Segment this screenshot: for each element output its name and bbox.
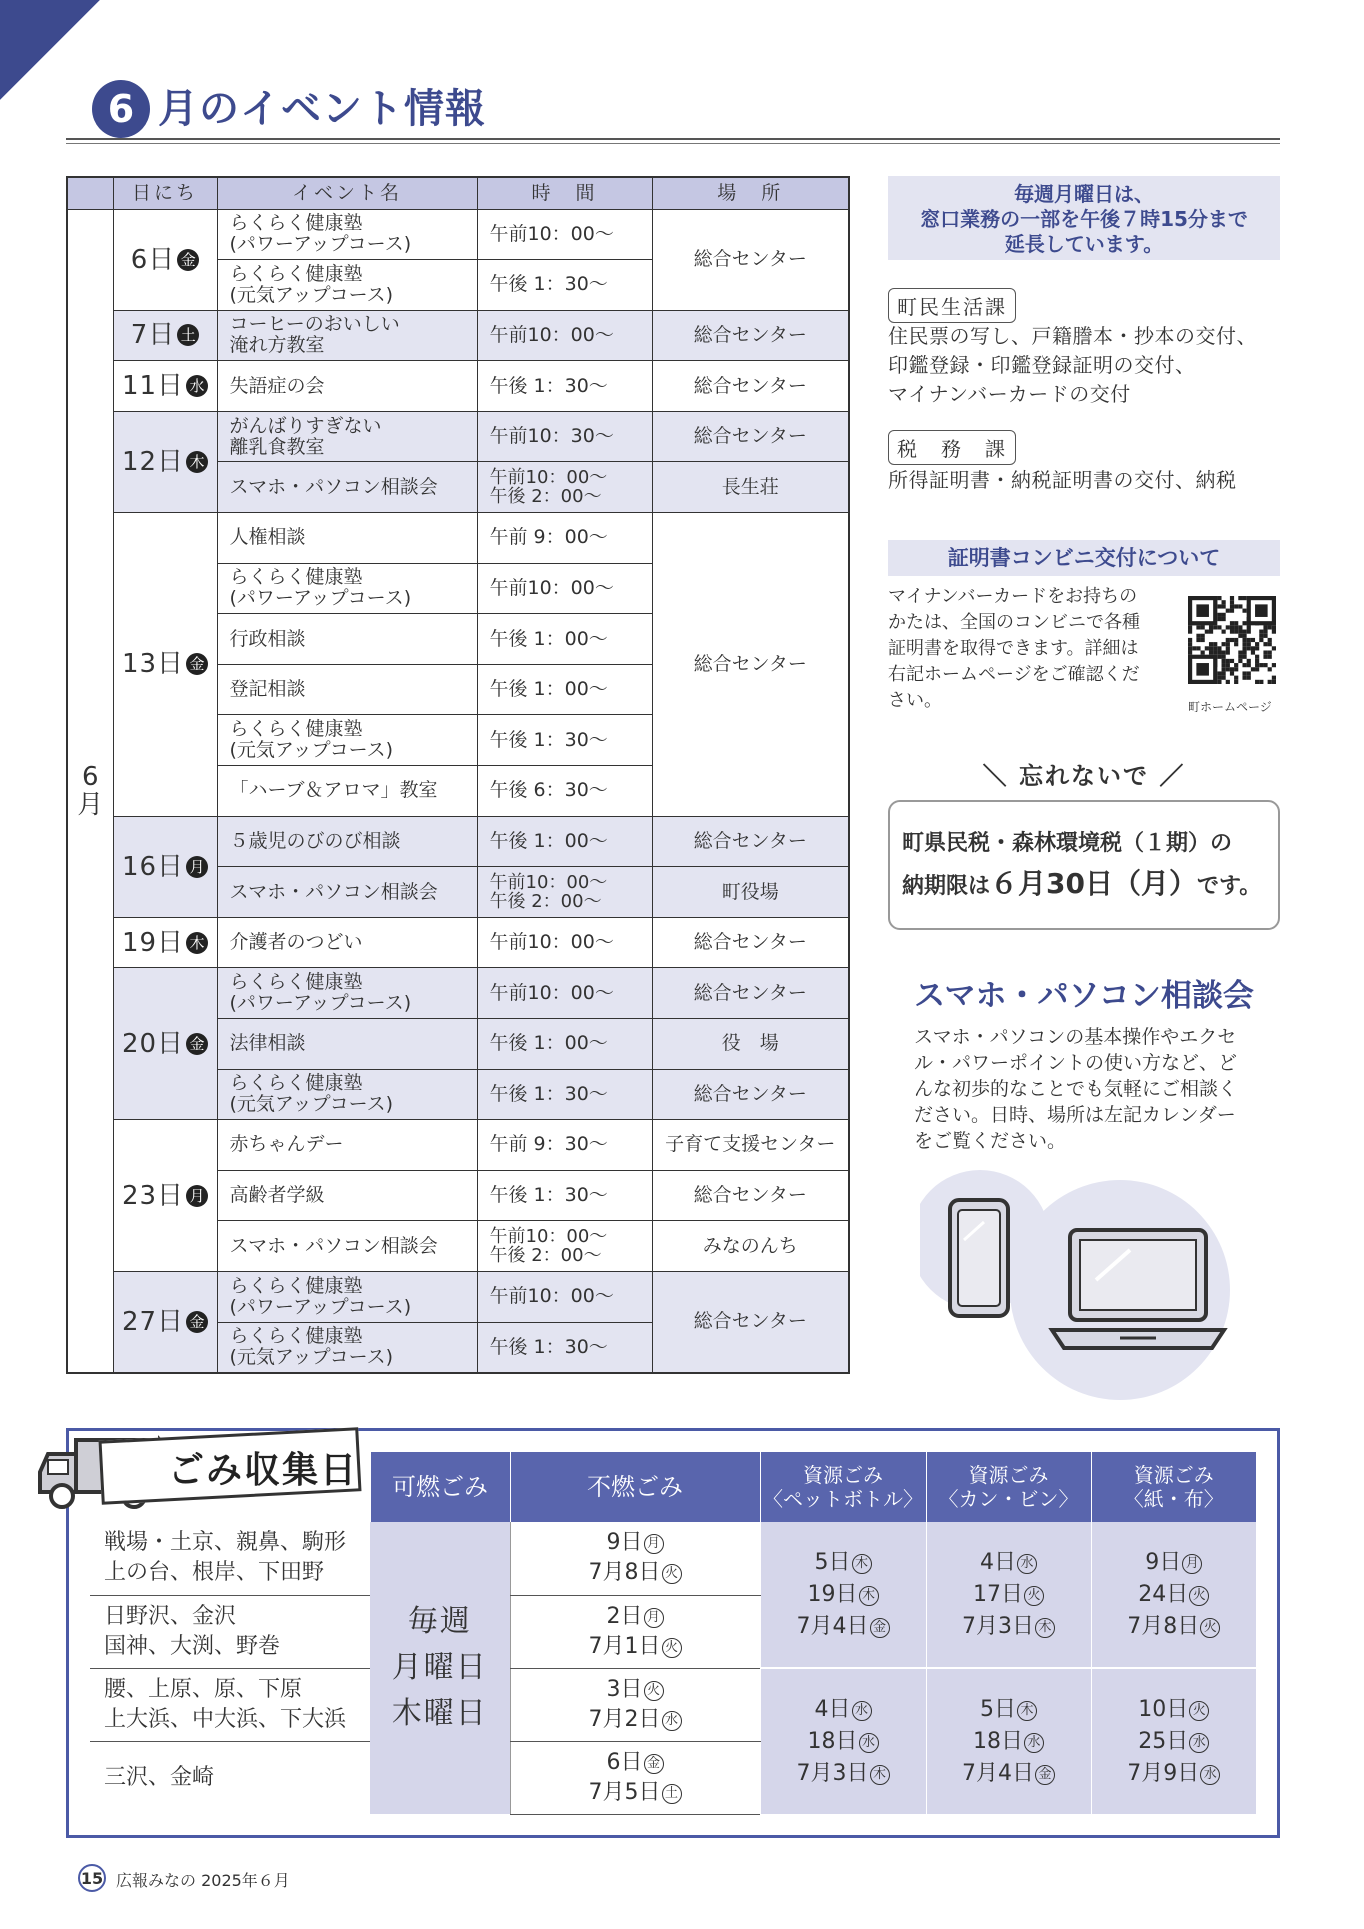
event-name-text: コーヒーのおいしい 淹れ方教室 [229, 313, 400, 357]
event-time: 午後 1：30～ [477, 1170, 652, 1221]
weekday-badge: 月 [1182, 1554, 1202, 1574]
month-label: 6 月 [67, 209, 113, 1373]
event-row [67, 513, 849, 564]
recycle-pet-dates [760, 1522, 926, 1668]
dept-tag-tax: 税 務 課 [888, 430, 1016, 465]
event-place: 総合センター [652, 1170, 849, 1221]
weekday-badge: 水 [852, 1701, 872, 1721]
event-date [113, 310, 217, 361]
event-place: 総合センター [652, 361, 849, 412]
event-name [217, 462, 477, 513]
event-name [217, 260, 477, 311]
recycle-date: 7月3日 [796, 1760, 869, 1786]
event-time: 午前10：00～ 午後 2：00～ [477, 462, 652, 513]
event-place: 町役場 [652, 867, 849, 918]
smartphone-consult-text: スマホ・パソコンの基本操作やエクセ ル・パワーポイントの使い方など、ど んな初歩的なことでも気軽にご相談く ださい。日時、場所は左記カレンダー をご覧ください。 [914, 1026, 1238, 1152]
event-place: 総合センター [652, 513, 849, 817]
weekday-badge: 火 [662, 1638, 682, 1658]
reminder-title: ＼ 忘れないで ／ [982, 762, 1186, 790]
page-header [66, 72, 1280, 148]
event-place: 総合センター [652, 310, 849, 361]
tax-line-2 [902, 864, 1278, 907]
title-number: 6 [92, 80, 150, 138]
title-underline-thin [66, 143, 1280, 144]
event-date [113, 917, 217, 968]
weekday-badge: 木 [1017, 1701, 1037, 1721]
event-day: 13日 [121, 649, 185, 680]
page-number: 15 [78, 1864, 106, 1892]
event-day: 6日 [130, 244, 176, 275]
recycle-date: 7月9日 [1127, 1760, 1200, 1786]
nonburnable-date-1: 6日 [606, 1749, 643, 1775]
event-row [67, 361, 849, 412]
event-time: 午前10：00～ 午後 2：00～ [477, 1221, 652, 1272]
page-title: 月のイベント情報 [158, 86, 486, 132]
recycle-date: 7月8日 [1127, 1613, 1200, 1639]
nonburnable-date-1: 9日 [606, 1530, 643, 1556]
weekday-badge: 月 [644, 1608, 664, 1628]
event-name [217, 1170, 477, 1221]
header-event: イベント名 [217, 177, 477, 209]
header-place: 場 所 [652, 177, 849, 209]
event-time: 午後 1：30～ [477, 1322, 652, 1373]
weekday-badge: 火 [1024, 1586, 1044, 1606]
event-weekday-badge: 金 [177, 249, 199, 271]
recycle-date: 7月3日 [962, 1613, 1034, 1639]
weekday-badge: 火 [1189, 1586, 1209, 1606]
event-date [113, 513, 217, 817]
event-time: 午前10：00～ [477, 968, 652, 1019]
event-weekday-badge: 月 [186, 856, 208, 878]
event-name [217, 411, 477, 462]
event-time: 午後 1：30～ [477, 361, 652, 412]
event-name-text: らくらく健康塾 (元気アップコース) [229, 1072, 394, 1116]
event-weekday-badge: 金 [186, 1033, 208, 1055]
event-date [113, 1271, 217, 1372]
event-row [67, 209, 849, 260]
event-name [217, 968, 477, 1019]
event-name-text: スマホ・パソコン相談会 [229, 1234, 438, 1257]
event-time: 午前10：00～ [477, 917, 652, 968]
event-weekday-badge: 水 [186, 375, 208, 397]
office-hours-notice: 毎週月曜日は、 窓口業務の一部を午後７時15分まで 延長しています。 [888, 176, 1280, 260]
event-name [217, 1322, 477, 1373]
event-name-text: 介護者のつどい [229, 931, 363, 954]
weekday-badge: 水 [1017, 1554, 1037, 1574]
event-name-text: らくらく健康塾 (パワーアップコース) [229, 212, 412, 256]
event-name-text: らくらく健康塾 (元気アップコース) [229, 262, 394, 306]
title-underline [66, 138, 1280, 140]
weekday-badge: 水 [662, 1711, 682, 1731]
recycle-date: 18日 [973, 1728, 1023, 1754]
weekday-badge: 木 [852, 1554, 872, 1574]
dept-resident-services: 住民票の写し、戸籍謄本・抄本の交付、 印鑑登録・印鑑登録証明の交付、 マイナンバーカードの交付 [888, 324, 1257, 406]
recycle-date: 19日 [807, 1581, 858, 1607]
event-time: 午前10：00～ [477, 310, 652, 361]
event-time: 午前10：30～ [477, 411, 652, 462]
event-time: 午前 9：00～ [477, 513, 652, 564]
convenience-title: 証明書コンビニ交付について [888, 540, 1280, 576]
event-name [217, 766, 477, 817]
header-time: 時 間 [477, 177, 652, 209]
recycle-date: 9日 [1145, 1549, 1182, 1575]
event-time: 午後 1：00～ [477, 614, 652, 665]
collection-area: 日野沢、金沢 国神、大渕、野巻 [90, 1595, 370, 1668]
weekday-badge: 火 [662, 1564, 682, 1584]
event-name-text: スマホ・パソコン相談会 [229, 475, 438, 498]
nonburnable-date-2: 7月2日 [588, 1706, 661, 1732]
event-name [217, 664, 477, 715]
event-row [67, 816, 849, 867]
weekday-badge: 火 [644, 1681, 664, 1701]
garbage-title: ごみ収集日 [168, 1450, 359, 1491]
recycle-paper-dates [1091, 1668, 1256, 1814]
event-name-text: 法律相談 [229, 1032, 306, 1055]
event-name [217, 513, 477, 564]
event-time: 午後 1：30～ [477, 715, 652, 766]
event-name-text: スマホ・パソコン相談会 [229, 880, 438, 903]
event-name [217, 209, 477, 260]
event-name-text: らくらく健康塾 (パワーアップコース) [229, 1274, 412, 1318]
collection-area: 腰、上原、原、下原 上大浜、中大浜、下大浜 [90, 1668, 370, 1741]
nonburnable-dates [510, 1522, 760, 1595]
collection-area: 三沢、金崎 [104, 1764, 215, 1790]
event-weekday-badge: 木 [186, 932, 208, 954]
weekday-badge: 金 [644, 1754, 664, 1774]
event-weekday-badge: 木 [186, 451, 208, 473]
header-recycle-pet: 資源ごみ 〈ペットボトル〉 [760, 1452, 926, 1522]
header-date: 日にち [113, 177, 217, 209]
event-day: 11日 [121, 371, 185, 402]
event-time: 午前 9：30～ [477, 1120, 652, 1171]
weekday-badge: 水 [1200, 1765, 1220, 1785]
recycle-date: 17日 [973, 1581, 1023, 1607]
weekday-badge: 月 [644, 1534, 664, 1554]
weekday-badge: 火 [1200, 1618, 1220, 1638]
event-time: 午後 1：00～ [477, 816, 652, 867]
event-weekday-badge: 金 [186, 1311, 208, 1333]
event-day: 20日 [121, 1028, 185, 1059]
convenience-text: マイナンバーカードをお持ちの かたは、全国のコンビニで各種 証明書を取得できます。詳細は 右記ホームページをご確認くだ さい。 [888, 586, 1140, 711]
dept-tax-services: 所得証明書・納税証明書の交付、納税 [888, 468, 1237, 492]
header-burnable: 可燃ごみ [370, 1452, 510, 1522]
event-date [113, 209, 217, 310]
event-time: 午後 1：00～ [477, 664, 652, 715]
event-day: 16日 [121, 851, 185, 882]
qr-code-icon[interactable] [1188, 596, 1276, 684]
event-name [217, 1019, 477, 1070]
tax-deadline: ６月30日（月） [990, 867, 1197, 900]
nonburnable-dates [510, 1595, 760, 1668]
footer-publication: 広報みなの 2025年６月 [116, 1871, 290, 1890]
weekday-badge: 木 [870, 1765, 890, 1785]
header-nonburnable: 不燃ごみ [510, 1452, 760, 1522]
event-row [67, 310, 849, 361]
event-name-text: らくらく健康塾 (パワーアップコース) [229, 971, 412, 1015]
event-time: 午後 1：30～ [477, 260, 652, 311]
event-time: 午後 1：30～ [477, 1069, 652, 1120]
event-name-text: らくらく健康塾 (元気アップコース) [229, 718, 394, 762]
recycle-date: 7月4日 [796, 1613, 869, 1639]
nonburnable-date-1: 3日 [606, 1676, 643, 1702]
weekday-badge: 水 [1189, 1733, 1209, 1753]
event-place: 総合センター [652, 816, 849, 867]
tax-line-1: 町県民税・森林環境税（１期）の [902, 831, 1233, 856]
event-time: 午前10：00～ 午後 2：00～ [477, 867, 652, 918]
event-name [217, 1120, 477, 1171]
recycle-date: 18日 [807, 1728, 858, 1754]
event-weekday-badge: 金 [186, 653, 208, 675]
weekday-badge: 木 [1035, 1618, 1055, 1638]
event-name [217, 361, 477, 412]
garbage-row [90, 1522, 1256, 1595]
header-recycle-paper: 資源ごみ 〈紙・布〉 [1091, 1452, 1256, 1522]
recycle-date: 25日 [1138, 1728, 1189, 1754]
event-date [113, 411, 217, 512]
event-name [217, 816, 477, 867]
nonburnable-date-2: 7月8日 [588, 1560, 661, 1586]
event-place: 総合センター [652, 411, 849, 462]
event-row [67, 411, 849, 462]
event-name-text: 高齢者学級 [229, 1184, 325, 1207]
weekday-badge: 水 [859, 1733, 879, 1753]
recycle-paper-dates [1091, 1522, 1256, 1668]
recycle-date: 5日 [980, 1696, 1016, 1722]
dept-tag-resident: 町民生活課 [888, 288, 1016, 323]
nonburnable-date-2: 7月5日 [588, 1779, 661, 1805]
event-place: みなのんち [652, 1221, 849, 1272]
nonburnable-date-1: 2日 [606, 1603, 643, 1629]
header-blank [67, 177, 113, 209]
event-name [217, 563, 477, 614]
event-name [217, 715, 477, 766]
event-name [217, 310, 477, 361]
event-place: 総合センター [652, 1271, 849, 1372]
recycle-can-dates [926, 1522, 1091, 1668]
event-place: 総合センター [652, 209, 849, 310]
smartphone-consult-title: スマホ・パソコン相談会 [914, 978, 1254, 1014]
event-time: 午前10：00～ [477, 563, 652, 614]
event-time: 午前10：00～ [477, 209, 652, 260]
tax-line-2-post: です。 [1196, 874, 1262, 899]
event-name [217, 867, 477, 918]
event-place: 総合センター [652, 917, 849, 968]
event-date [113, 968, 217, 1120]
event-time: 午前10：00～ [477, 1271, 652, 1322]
event-day: 7日 [130, 320, 176, 351]
event-date [113, 361, 217, 412]
event-time: 午後 6：30～ [477, 766, 652, 817]
event-row [67, 968, 849, 1019]
recycle-date: 7月4日 [962, 1760, 1034, 1786]
event-place: 総合センター [652, 1069, 849, 1120]
event-row [67, 1120, 849, 1171]
garbage-table [90, 1452, 1256, 1815]
event-table-header [67, 177, 849, 209]
garbage-row [90, 1668, 1256, 1741]
recycle-date: 5日 [814, 1549, 851, 1575]
event-table [66, 176, 850, 1374]
event-date [113, 816, 217, 917]
nonburnable-date-2: 7月1日 [588, 1633, 661, 1659]
weekday-badge: 金 [870, 1618, 890, 1638]
event-day: 12日 [121, 446, 185, 477]
recycle-date: 4日 [814, 1696, 851, 1722]
event-name-text: 赤ちゃんデー [229, 1133, 344, 1156]
event-name-text: 失語症の会 [229, 374, 325, 397]
weekday-badge: 土 [662, 1784, 682, 1804]
event-name-text: らくらく健康塾 (元気アップコース) [229, 1325, 394, 1369]
event-day: 27日 [121, 1306, 185, 1337]
event-place: 子育て支援センター [652, 1120, 849, 1171]
event-time: 午後 1：00～ [477, 1019, 652, 1070]
event-weekday-badge: 土 [177, 324, 199, 346]
event-place: 役 場 [652, 1019, 849, 1070]
weekday-badge: 木 [859, 1586, 879, 1606]
weekday-badge: 金 [1035, 1765, 1055, 1785]
event-place: 総合センター [652, 968, 849, 1019]
nonburnable-dates [510, 1741, 760, 1814]
event-name [217, 1069, 477, 1120]
recycle-can-dates [926, 1668, 1091, 1814]
weekday-badge: 水 [1024, 1733, 1044, 1753]
event-day: 19日 [121, 927, 185, 958]
event-name-text: 人権相談 [229, 526, 306, 549]
tax-reminder-box [888, 800, 1280, 930]
collection-area: 戦場・土京、親鼻、駒形 上の台、根岸、下田野 [90, 1522, 370, 1595]
event-day: 23日 [121, 1180, 185, 1211]
event-name-text: らくらく健康塾 (パワーアップコース) [229, 566, 412, 610]
event-name [217, 917, 477, 968]
nonburnable-dates [510, 1668, 760, 1741]
event-name-text: 登記相談 [229, 678, 306, 701]
event-name-text: がんばりすぎない 離乳食教室 [229, 414, 382, 458]
phone-laptop-illustration-icon [920, 1170, 1260, 1400]
event-name [217, 614, 477, 665]
event-name-text: 行政相談 [229, 627, 306, 650]
recycle-date: 10日 [1138, 1696, 1189, 1722]
recycle-date: 4日 [980, 1549, 1016, 1575]
recycle-date: 24日 [1138, 1581, 1189, 1607]
burnable-schedule: 毎週 月曜日 木曜日 [370, 1522, 510, 1814]
event-date [113, 1120, 217, 1272]
event-name-text: 「ハーブ＆アロマ」教室 [229, 779, 438, 802]
event-place: 長生荘 [652, 462, 849, 513]
event-weekday-badge: 月 [186, 1185, 208, 1207]
event-name [217, 1271, 477, 1322]
header-recycle-can: 資源ごみ 〈カン・ビン〉 [926, 1452, 1091, 1522]
qr-label: 町ホームページ [1188, 700, 1272, 714]
recycle-pet-dates [760, 1668, 926, 1814]
weekday-badge: 火 [1189, 1701, 1209, 1721]
event-row [67, 917, 849, 968]
tax-line-2-pre: 納期限は [902, 874, 991, 899]
event-row [67, 1271, 849, 1322]
event-name-text: ５歳児のびのび相談 [229, 829, 401, 852]
event-name [217, 1221, 477, 1272]
